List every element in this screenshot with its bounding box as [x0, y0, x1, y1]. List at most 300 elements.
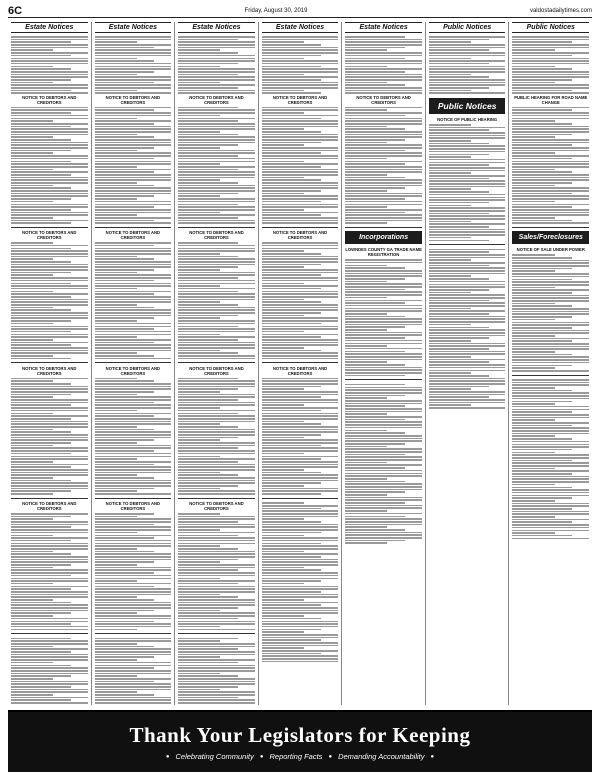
text-line	[11, 301, 88, 303]
text-line	[262, 559, 339, 561]
text-line	[429, 391, 506, 393]
text-line	[512, 433, 589, 435]
text-line	[95, 638, 172, 640]
text-line	[11, 551, 53, 553]
text-line	[178, 52, 238, 54]
text-line	[345, 142, 387, 144]
text-line	[345, 446, 387, 448]
text-line	[11, 683, 88, 685]
text-line	[178, 347, 255, 349]
text-line	[512, 303, 554, 305]
text-line	[345, 318, 422, 320]
text-line	[512, 171, 572, 173]
text-line	[95, 591, 172, 593]
text-line	[429, 262, 506, 264]
notice-body-text	[178, 513, 255, 630]
text-line	[178, 328, 255, 330]
text-line	[178, 112, 255, 114]
text-line	[345, 305, 422, 307]
text-line	[262, 596, 339, 598]
text-line	[11, 553, 71, 555]
notice-title: NOTICE TO DEBTORS AND CREDITORS	[272, 230, 328, 241]
text-line	[11, 535, 53, 537]
text-line	[178, 654, 255, 656]
notice-divider	[262, 498, 339, 499]
text-line	[95, 201, 172, 203]
text-line	[178, 667, 255, 669]
text-line	[262, 639, 322, 641]
text-line	[178, 535, 238, 537]
text-line	[11, 691, 88, 693]
tagline-item: Demanding Accountability	[338, 752, 425, 761]
text-line	[345, 60, 422, 62]
text-line	[512, 340, 572, 342]
text-line	[178, 201, 255, 203]
text-line	[178, 380, 255, 382]
text-line	[178, 675, 238, 677]
text-line	[95, 171, 155, 173]
text-line	[262, 131, 322, 133]
text-line	[95, 49, 172, 51]
text-line	[429, 372, 471, 374]
text-line	[345, 408, 422, 410]
text-line	[11, 521, 88, 523]
text-line	[512, 430, 589, 432]
text-line	[345, 68, 422, 70]
text-line	[11, 529, 88, 531]
text-line	[345, 55, 422, 57]
text-line	[95, 662, 172, 664]
text-line	[11, 118, 88, 120]
text-line	[178, 49, 220, 51]
text-line	[95, 675, 137, 677]
text-line	[95, 599, 155, 601]
text-line	[178, 163, 220, 165]
text-line	[95, 450, 155, 452]
notice-title: PUBLIC HEARING FOR ROAD NAME CHANGE	[514, 95, 588, 105]
text-line	[11, 90, 71, 92]
text-line	[512, 166, 589, 168]
text-line	[512, 487, 572, 489]
text-line	[178, 71, 255, 73]
text-line	[345, 198, 405, 200]
text-line	[95, 461, 172, 463]
text-line	[262, 266, 304, 268]
text-line	[95, 331, 172, 333]
text-line	[345, 262, 422, 264]
text-line	[11, 548, 88, 550]
text-line	[262, 152, 322, 154]
text-line	[95, 453, 172, 455]
text-line	[178, 678, 255, 680]
text-line	[512, 257, 572, 259]
text-line	[429, 321, 506, 323]
text-line	[11, 212, 88, 214]
text-line	[95, 656, 155, 658]
notice-body-text	[429, 124, 506, 241]
text-line	[11, 564, 71, 566]
text-line	[429, 90, 471, 92]
text-line	[429, 71, 506, 73]
notice-divider	[512, 375, 589, 376]
text-line	[11, 380, 53, 382]
text-line	[262, 352, 339, 354]
text-line	[429, 159, 506, 161]
text-line	[512, 516, 554, 518]
text-line	[345, 486, 422, 488]
notice-body-text	[95, 638, 172, 705]
text-line	[512, 454, 589, 456]
text-line	[512, 414, 589, 416]
text-line	[178, 209, 255, 211]
text-line	[512, 403, 554, 405]
text-line	[178, 76, 255, 78]
text-line	[512, 384, 589, 386]
text-line	[178, 575, 255, 577]
text-line	[345, 421, 422, 423]
text-line	[178, 293, 255, 295]
text-line	[345, 204, 422, 206]
notice-title: NOTICE TO DEBTORS AND CREDITORS	[105, 365, 161, 376]
text-line	[178, 578, 220, 580]
text-line	[11, 47, 88, 49]
text-line	[178, 323, 255, 325]
text-line	[95, 206, 155, 208]
text-line	[178, 87, 238, 89]
text-line	[429, 84, 506, 86]
text-line	[11, 134, 88, 136]
text-line	[345, 456, 422, 458]
text-line	[345, 369, 422, 371]
text-line	[262, 578, 339, 580]
text-line	[178, 572, 255, 574]
text-line	[512, 169, 554, 171]
text-line	[262, 610, 339, 612]
text-line	[11, 115, 88, 117]
text-line	[429, 259, 471, 261]
legal-notice	[262, 96, 339, 227]
text-line	[345, 361, 387, 363]
text-line	[512, 187, 589, 189]
text-line	[262, 650, 339, 652]
text-line	[178, 109, 255, 111]
text-line	[345, 275, 422, 277]
text-line	[178, 681, 255, 683]
text-line	[11, 293, 88, 295]
text-line	[262, 277, 339, 279]
text-line	[11, 545, 88, 547]
text-line	[262, 112, 304, 114]
text-line	[95, 399, 172, 401]
text-line	[512, 435, 554, 437]
text-line	[512, 158, 572, 160]
text-line	[262, 220, 339, 222]
text-line	[178, 58, 255, 60]
text-line	[345, 491, 405, 493]
text-line	[178, 150, 255, 152]
text-line	[11, 163, 88, 165]
text-line	[512, 63, 589, 65]
text-line	[95, 418, 172, 420]
text-line	[11, 245, 88, 247]
text-line	[345, 182, 422, 184]
text-line	[262, 607, 339, 609]
text-line	[95, 689, 172, 691]
text-line	[11, 204, 88, 206]
text-line	[262, 142, 322, 144]
text-line	[11, 599, 53, 601]
text-line	[345, 134, 422, 136]
text-line	[11, 136, 53, 138]
text-line	[512, 279, 572, 281]
text-line	[178, 299, 255, 301]
text-line	[345, 521, 422, 523]
text-line	[178, 44, 255, 46]
text-line	[95, 667, 155, 669]
text-line	[429, 132, 506, 134]
text-line	[178, 638, 238, 640]
text-line	[345, 448, 422, 450]
text-line	[178, 174, 255, 176]
text-line	[262, 518, 304, 520]
text-line	[95, 272, 137, 274]
text-line	[11, 423, 88, 425]
notice-body-text	[11, 36, 88, 94]
text-line	[95, 580, 137, 582]
text-line	[345, 524, 422, 526]
text-line	[262, 212, 339, 214]
text-line	[262, 355, 339, 357]
text-line	[262, 179, 322, 181]
text-line	[262, 331, 304, 333]
text-line	[95, 58, 137, 60]
text-line	[262, 169, 339, 171]
text-line	[262, 513, 339, 515]
text-line	[95, 336, 137, 338]
column-heading: Estate Notices	[345, 22, 422, 33]
text-line	[11, 87, 88, 89]
text-line	[11, 665, 71, 667]
text-line	[345, 510, 387, 512]
text-line	[11, 572, 88, 574]
text-line	[262, 629, 322, 631]
text-line	[512, 49, 554, 51]
text-line	[178, 161, 255, 163]
text-line	[11, 516, 71, 518]
legal-notice	[178, 231, 255, 362]
text-line	[178, 63, 238, 65]
text-line	[11, 482, 88, 484]
text-line	[11, 453, 71, 455]
text-line	[345, 427, 422, 429]
text-line	[95, 697, 172, 699]
text-line	[11, 79, 71, 81]
text-line	[262, 637, 339, 639]
text-line	[429, 394, 506, 396]
text-line	[512, 425, 572, 427]
text-line	[178, 399, 238, 401]
text-line	[512, 367, 554, 369]
text-line	[178, 264, 255, 266]
text-line	[512, 123, 572, 125]
text-line	[95, 540, 172, 542]
text-line	[95, 193, 172, 195]
text-line	[512, 214, 589, 216]
text-line	[11, 312, 88, 314]
notice-body-text	[512, 36, 589, 94]
notice-divider	[262, 227, 339, 228]
text-line	[262, 469, 304, 471]
notice-body-text	[262, 242, 339, 359]
text-line	[512, 58, 589, 60]
text-line	[512, 316, 572, 318]
notice-title: NOTICE TO DEBTORS AND CREDITORS	[22, 95, 77, 105]
notice-title: NOTICE TO DEBTORS AND CREDITORS	[189, 365, 244, 376]
text-line	[11, 206, 88, 208]
text-line	[262, 193, 304, 195]
text-line	[11, 559, 88, 561]
text-line	[429, 324, 471, 326]
text-line	[262, 264, 322, 266]
text-line	[429, 329, 506, 331]
text-line	[429, 237, 471, 239]
text-line	[345, 384, 405, 386]
text-line	[262, 158, 339, 160]
notice-body-text	[11, 107, 88, 224]
text-line	[512, 465, 589, 467]
text-line	[429, 337, 489, 339]
notice-body-text	[95, 242, 172, 359]
text-line	[178, 694, 255, 696]
text-line	[95, 488, 155, 490]
text-line	[178, 253, 220, 255]
text-line	[512, 305, 572, 307]
text-line	[512, 422, 589, 424]
text-line	[178, 331, 255, 333]
text-line	[262, 120, 339, 122]
text-line	[11, 131, 88, 133]
legal-notice	[178, 502, 255, 633]
text-line	[429, 343, 506, 345]
notice-body-text	[345, 384, 422, 544]
text-line	[95, 529, 172, 531]
column-heading: Public Notices	[429, 22, 506, 33]
text-line	[178, 583, 238, 585]
text-line	[95, 621, 155, 623]
text-line	[178, 336, 255, 338]
text-line	[95, 646, 155, 648]
text-line	[512, 457, 589, 459]
text-line	[345, 405, 405, 407]
text-line	[429, 305, 506, 307]
text-line	[429, 170, 506, 172]
text-line	[178, 277, 238, 279]
text-line	[11, 591, 88, 593]
text-line	[345, 375, 405, 377]
text-line	[262, 545, 339, 547]
text-line	[178, 629, 255, 631]
text-line	[512, 370, 589, 372]
text-line	[345, 499, 422, 501]
text-line	[429, 234, 506, 236]
text-line	[178, 586, 255, 588]
text-line	[95, 445, 172, 447]
text-line	[429, 215, 506, 217]
text-line	[262, 187, 339, 189]
text-line	[178, 472, 220, 474]
text-line	[178, 551, 255, 553]
text-line	[178, 280, 255, 282]
text-line	[178, 315, 238, 317]
text-line	[512, 387, 554, 389]
text-line	[95, 123, 155, 125]
text-line	[95, 261, 172, 263]
notice-body-text	[178, 36, 255, 94]
text-line	[512, 473, 572, 475]
text-line	[11, 626, 88, 628]
text-line	[429, 140, 471, 142]
text-line	[429, 294, 506, 296]
text-line	[11, 269, 88, 271]
text-line	[262, 529, 339, 531]
text-line	[262, 442, 339, 444]
text-line	[95, 126, 172, 128]
text-line	[11, 469, 88, 471]
text-line	[262, 177, 304, 179]
text-line	[262, 602, 339, 604]
text-line	[345, 321, 422, 323]
text-line	[429, 44, 506, 46]
text-line	[178, 477, 255, 479]
text-line	[429, 188, 471, 190]
text-line	[178, 469, 255, 471]
text-line	[262, 647, 304, 649]
text-line	[11, 283, 71, 285]
section-banner: Incorporations	[345, 231, 422, 244]
text-line	[178, 269, 220, 271]
text-line	[429, 79, 506, 81]
text-line	[178, 683, 255, 685]
text-line	[345, 84, 405, 86]
text-line	[262, 477, 339, 479]
text-line	[11, 678, 53, 680]
text-line	[512, 190, 589, 192]
column-7	[509, 22, 592, 705]
text-line	[262, 344, 339, 346]
text-line	[95, 36, 172, 38]
text-line	[262, 482, 322, 484]
text-line	[95, 493, 172, 495]
text-line	[512, 417, 589, 419]
notice-body-text	[95, 107, 172, 224]
text-line	[345, 537, 422, 539]
text-line	[178, 288, 255, 290]
text-line	[11, 193, 88, 195]
text-line	[345, 359, 422, 361]
text-line	[178, 68, 255, 70]
notice-body-text	[11, 242, 88, 359]
text-line	[512, 198, 589, 200]
text-line	[178, 301, 220, 303]
text-line	[11, 126, 71, 128]
notice-divider	[95, 362, 172, 363]
text-line	[95, 204, 172, 206]
text-line	[11, 307, 53, 309]
text-line	[178, 136, 255, 138]
text-line	[262, 334, 339, 336]
text-line	[512, 319, 554, 321]
text-line	[512, 281, 589, 283]
